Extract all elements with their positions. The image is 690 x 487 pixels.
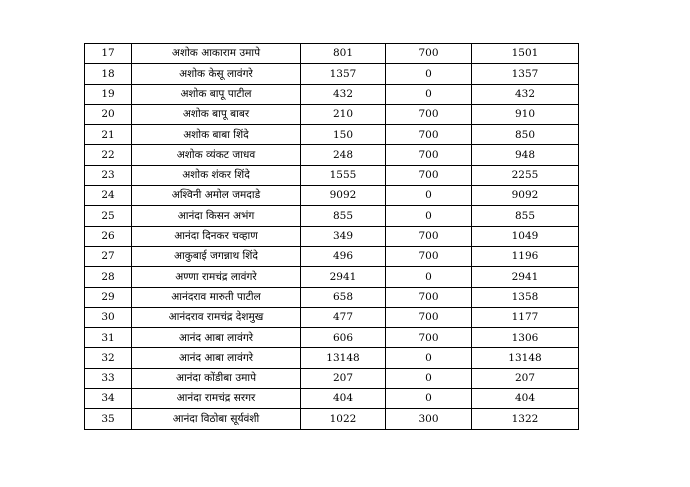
amount-b-cell: 700 [386,307,472,327]
table-row [85,409,579,429]
amount-a-cell: 477 [301,307,386,327]
amount-b-cell: 700 [386,246,472,266]
name-cell: अशोक व्यंकट जाधव [132,145,301,165]
amount-a-cell: 2941 [301,267,386,287]
total-cell: 2255 [472,165,579,185]
amount-a-cell: 349 [301,226,386,246]
name-cell: अशोक शंकर शिंदे [132,165,301,185]
table-row [85,368,579,388]
name-cell: आनंदराव रामचंद्र देशमुख [132,307,301,327]
table-row [85,104,579,124]
table-row [85,226,579,246]
table-row [85,64,579,84]
table-row [85,44,579,64]
name-cell: अश्विनी अमोल जमदाडे [132,186,301,206]
table-row [85,348,579,368]
name-cell: अशोक बापू बाबर [132,104,301,124]
total-cell: 9092 [472,186,579,206]
serial-number-cell: 22 [85,145,132,165]
amount-b-cell: 700 [386,165,472,185]
serial-number-cell: 18 [85,64,132,84]
amount-a-cell: 855 [301,206,386,226]
table-row [85,267,579,287]
name-cell: आकुबाई जगन्नाथ शिंदे [132,246,301,266]
amount-a-cell: 1022 [301,409,386,429]
amount-a-cell: 248 [301,145,386,165]
amount-a-cell: 606 [301,328,386,348]
name-cell: अण्णा रामचंद्र लावंगरे [132,267,301,287]
total-cell: 1358 [472,287,579,307]
serial-number-cell: 24 [85,186,132,206]
amount-a-cell: 801 [301,44,386,64]
table-row [85,186,579,206]
serial-number-cell: 21 [85,125,132,145]
serial-number-cell: 26 [85,226,132,246]
total-cell: 432 [472,84,579,104]
amount-b-cell: 700 [386,145,472,165]
table-row [85,84,579,104]
total-cell: 948 [472,145,579,165]
serial-number-cell: 25 [85,206,132,226]
amount-b-cell: 700 [386,44,472,64]
name-cell: आनंदा रामचंद्र सरगर [132,389,301,409]
amount-b-cell: 0 [386,186,472,206]
amount-b-cell: 700 [386,328,472,348]
table-row [85,165,579,185]
total-cell: 1196 [472,246,579,266]
table-row [85,328,579,348]
name-cell: आनंदा विठोबा सूर्यवंशी [132,409,301,429]
table-row [85,145,579,165]
serial-number-cell: 20 [85,104,132,124]
records-table-body [85,44,579,430]
total-cell: 2941 [472,267,579,287]
total-cell: 1322 [472,409,579,429]
amount-b-cell: 0 [386,348,472,368]
amount-a-cell: 1357 [301,64,386,84]
amount-b-cell: 700 [386,226,472,246]
total-cell: 1357 [472,64,579,84]
serial-number-cell: 30 [85,307,132,327]
serial-number-cell: 28 [85,267,132,287]
amount-a-cell: 207 [301,368,386,388]
serial-number-cell: 27 [85,246,132,266]
name-cell: अशोक बाबा शिंदे [132,125,301,145]
amount-b-cell: 700 [386,287,472,307]
total-cell: 910 [472,104,579,124]
amount-b-cell: 300 [386,409,472,429]
name-cell: अशोक केसू लावंगरे [132,64,301,84]
records-table [84,43,579,430]
total-cell: 13148 [472,348,579,368]
total-cell: 855 [472,206,579,226]
name-cell: आनंदा दिनकर चव्हाण [132,226,301,246]
table-row [85,307,579,327]
name-cell: आनंद आबा लावंगरे [132,328,301,348]
amount-b-cell: 0 [386,389,472,409]
amount-b-cell: 700 [386,104,472,124]
total-cell: 207 [472,368,579,388]
table-row [85,287,579,307]
total-cell: 850 [472,125,579,145]
amount-a-cell: 658 [301,287,386,307]
name-cell: अशोक आकाराम उमापे [132,44,301,64]
amount-a-cell: 9092 [301,186,386,206]
amount-b-cell: 0 [386,267,472,287]
name-cell: अशोक बापू पाटील [132,84,301,104]
amount-a-cell: 404 [301,389,386,409]
serial-number-cell: 31 [85,328,132,348]
amount-a-cell: 496 [301,246,386,266]
total-cell: 404 [472,389,579,409]
total-cell: 1501 [472,44,579,64]
amount-a-cell: 1555 [301,165,386,185]
serial-number-cell: 32 [85,348,132,368]
serial-number-cell: 29 [85,287,132,307]
amount-a-cell: 150 [301,125,386,145]
table-row [85,389,579,409]
name-cell: आनंदराव मारुती पाटील [132,287,301,307]
serial-number-cell: 35 [85,409,132,429]
amount-a-cell: 210 [301,104,386,124]
serial-number-cell: 34 [85,389,132,409]
table-row [85,206,579,226]
total-cell: 1177 [472,307,579,327]
name-cell: आनंद आबा लावंगरे [132,348,301,368]
serial-number-cell: 17 [85,44,132,64]
total-cell: 1306 [472,328,579,348]
amount-a-cell: 13148 [301,348,386,368]
serial-number-cell: 23 [85,165,132,185]
table-row [85,246,579,266]
table-row [85,125,579,145]
amount-b-cell: 0 [386,368,472,388]
amount-a-cell: 432 [301,84,386,104]
amount-b-cell: 0 [386,64,472,84]
total-cell: 1049 [472,226,579,246]
amount-b-cell: 0 [386,84,472,104]
name-cell: आनंदा किसन अभंग [132,206,301,226]
amount-b-cell: 0 [386,206,472,226]
serial-number-cell: 33 [85,368,132,388]
name-cell: आनंदा कोंडीबा उमापे [132,368,301,388]
serial-number-cell: 19 [85,84,132,104]
amount-b-cell: 700 [386,125,472,145]
